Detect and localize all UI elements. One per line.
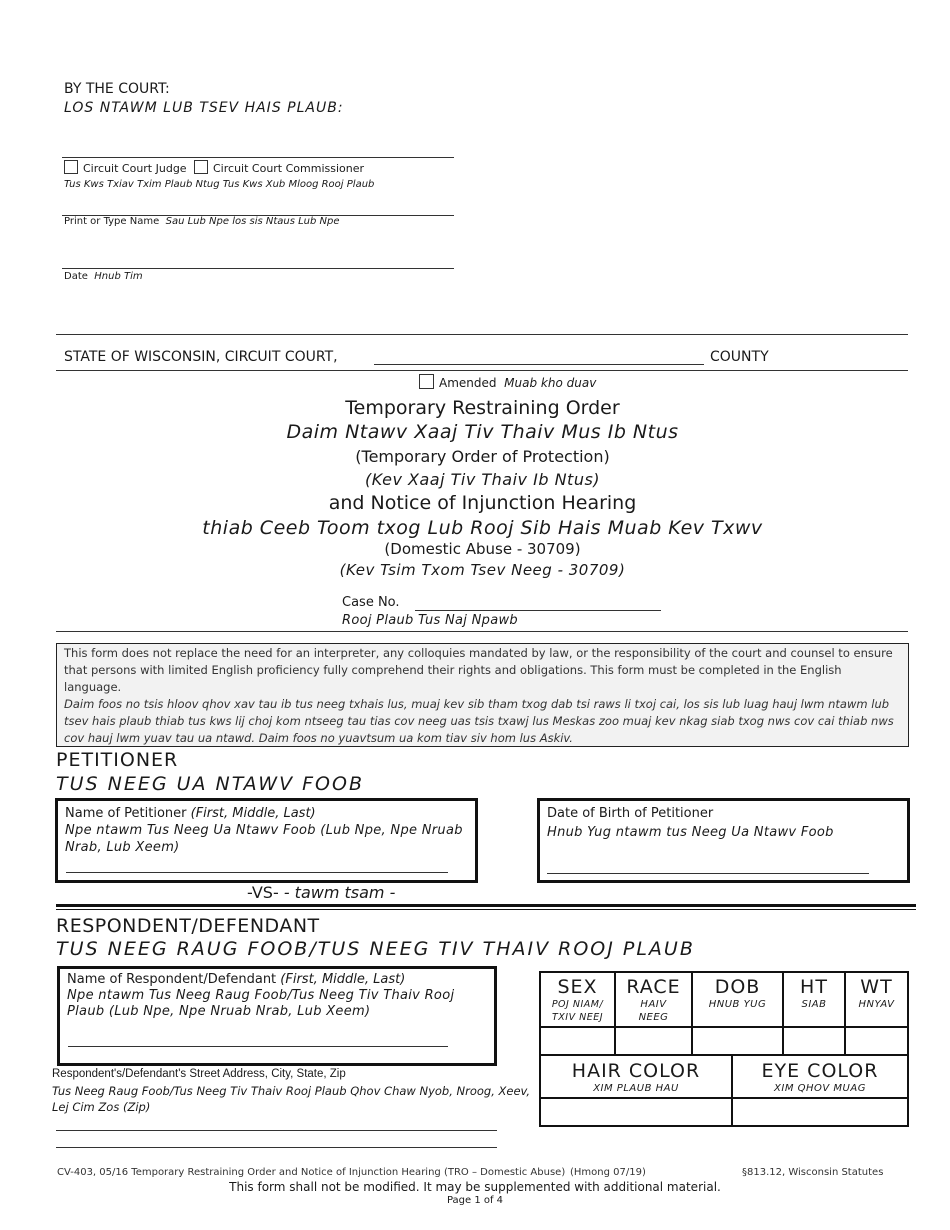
title-line3-hmong: thiab Ceeb Toom txog Lub Rooj Sib Hais Muab Kev Txwv (202, 517, 763, 539)
respondent-address-label: Respondent's/Defendant's Street Address, City, State, Zip (52, 1068, 346, 1080)
ht-value[interactable] (782, 1026, 846, 1056)
respondent-name-line[interactable] (68, 1046, 448, 1047)
title-line1-hmong: Daim Ntawv Xaaj Tiv Thaiv Mus Ib Ntus (286, 421, 679, 443)
form-version: (Hmong 07/19) (570, 1167, 646, 1178)
eye-color-value[interactable] (731, 1097, 909, 1127)
notice-english: This form does not replace the need for an interpreter, any colloquies mandated by law, or the responsibility of the court and counsel to ensure that persons with limited English proficiency fully comprehend their rights and obligations. This form must be completed in the English language. (64, 646, 893, 694)
language-notice (56, 643, 909, 747)
case-no-label-hmong: Rooj Plaub Tus Naj Npawb (342, 613, 518, 628)
title-line3: and Notice of Injunction Hearing (328, 492, 637, 514)
eye-color-header: EYE COLOR XIM QHOV MUAG (731, 1054, 909, 1099)
caption-top-rule (56, 334, 908, 335)
respondent-name-box[interactable]: Name of Respondent/Defendant (First, Middle, Last) Npe ntawm Tus Neeg Raug Foob/Tus Neeg Tiv Thaiv Rooj Plaub (Lub Npe, Npe Nruab Nrab, Lub Xeem) (57, 966, 497, 1066)
commissioner-checkbox[interactable] (194, 160, 208, 174)
petitioner-heading: PETITIONER (56, 749, 179, 771)
title-line2-hmong: (Kev Xaaj Tiv Thaiv Ib Ntus) (364, 470, 601, 489)
case-bottom-rule (56, 631, 908, 632)
section-divider-thick (56, 904, 916, 907)
date-line[interactable] (62, 268, 454, 269)
commissioner-option[interactable]: Circuit Court Commissioner (194, 160, 364, 175)
wt-header: WT HNYAV (844, 971, 909, 1028)
notice-hmong: Daim foos no tsis hloov qhov xav tau ib tus neeg txhais lus, muaj kev sib tham txog dab tsi raws li txoj cai, los sis lub luag hauj lwm ntawm lub tsev hais plaub thiab tus kws lij choj kom ntseeg tau tias cov neeg uas tsis txawj lus Meskas zoo muaj kev nkag siab txog nws cov cai thiab nws cov hauj lwm yuav tau ua ntawd. Daim foos no yuavtsum ua kom tiav siv hom lus Askiv. (64, 697, 894, 745)
modification-notice: This form shall not be modified. It may be supplemented with additional material. (229, 1180, 721, 1194)
race-value[interactable] (614, 1026, 693, 1056)
title-line4-hmong: (Kev Tsim Txom Tsev Neeg - 30709) (339, 561, 626, 579)
print-name-label: Print or Type Name Sau Lub Npe los sis Ntaus Lub Npe (64, 216, 340, 227)
hair-color-header: HAIR COLOR XIM PLAUB HAU (539, 1054, 733, 1099)
petitioner-dob-line[interactable] (547, 873, 869, 874)
case-no-label: Case No. (342, 595, 400, 610)
amended-checkbox[interactable] (419, 374, 434, 389)
sex-value[interactable] (539, 1026, 616, 1056)
respondent-heading-hmong: TUS NEEG RAUG FOOB/TUS NEEG TIV THAIV ROOJ PLAUB (56, 938, 695, 960)
respondent-heading: RESPONDENT/DEFENDANT (56, 915, 320, 937)
petitioner-dob-box[interactable]: Date of Birth of Petitioner Hnub Yug ntawm tus Neeg Ua Ntawv Foob (537, 798, 910, 883)
signature-line[interactable] (62, 157, 454, 158)
petitioner-heading-hmong: TUS NEEG UA NTAWV FOOB (56, 773, 364, 795)
title-line1: Temporary Restraining Order (345, 397, 620, 419)
judge-option[interactable]: Circuit Court Judge (64, 160, 187, 175)
section-divider-thin (56, 909, 916, 910)
page-number: Page 1 of 4 (446, 1195, 504, 1206)
dob-value[interactable] (691, 1026, 784, 1056)
by-court-label-hmong: LOS NTAWM LUB TSEV HAIS PLAUB: (64, 100, 344, 116)
caption-bottom-rule (56, 370, 908, 371)
county-name-line[interactable] (374, 364, 704, 365)
versus-label: -VS- - tawm tsam - (247, 883, 396, 902)
hair-color-value[interactable] (539, 1097, 733, 1127)
by-court-label: BY THE COURT: (64, 81, 170, 97)
sex-header: SEX POJ NIAM/ TXIV NEEJ (539, 971, 616, 1028)
document-title (0, 396, 950, 581)
state-court-label: STATE OF WISCONSIN, CIRCUIT COURT, (64, 349, 338, 365)
address-line-1[interactable] (56, 1130, 497, 1131)
form-identifier: CV-403, 05/16 Temporary Restraining Order and Notice of Injunction Hearing (TRO – Domestic Abuse) (57, 1167, 566, 1178)
amended-option[interactable]: Amended Muab kho duav (419, 374, 596, 390)
race-header: RACE HAIV NEEG (614, 971, 693, 1028)
address-line-2[interactable] (56, 1147, 497, 1148)
title-line2: (Temporary Order of Protection) (355, 447, 610, 466)
respondent-address-hmong: Tus Neeg Raug Foob/Tus Neeg Tiv Thaiv Rooj Plaub Qhov Chaw Nyob, Nroog, Xeev, Lej Cim Zos (Zip) (52, 1084, 531, 1114)
judge-checkbox[interactable] (64, 160, 78, 174)
date-label: Date Hnub Tim (64, 271, 143, 282)
case-no-line[interactable] (415, 610, 661, 611)
county-label: COUNTY (710, 349, 769, 365)
court-options-hmong: Tus Kws Txiav Txim Plaub Ntug Tus Kws Xub Mloog Rooj Plaub (64, 179, 375, 190)
ht-header: HT SIAB (782, 971, 846, 1028)
wt-value[interactable] (844, 1026, 909, 1056)
petitioner-name-line[interactable] (66, 872, 448, 873)
statute-reference: §813.12, Wisconsin Statutes (742, 1167, 884, 1178)
petitioner-name-box[interactable]: Name of Petitioner (First, Middle, Last) Npe ntawm Tus Neeg Ua Ntawv Foob (Lub Npe, Npe Nruab Nrab, Lub Xeem) (55, 798, 478, 883)
dob-header: DOB HNUB YUG (691, 971, 784, 1028)
title-line4: (Domestic Abuse - 30709) (384, 540, 581, 558)
